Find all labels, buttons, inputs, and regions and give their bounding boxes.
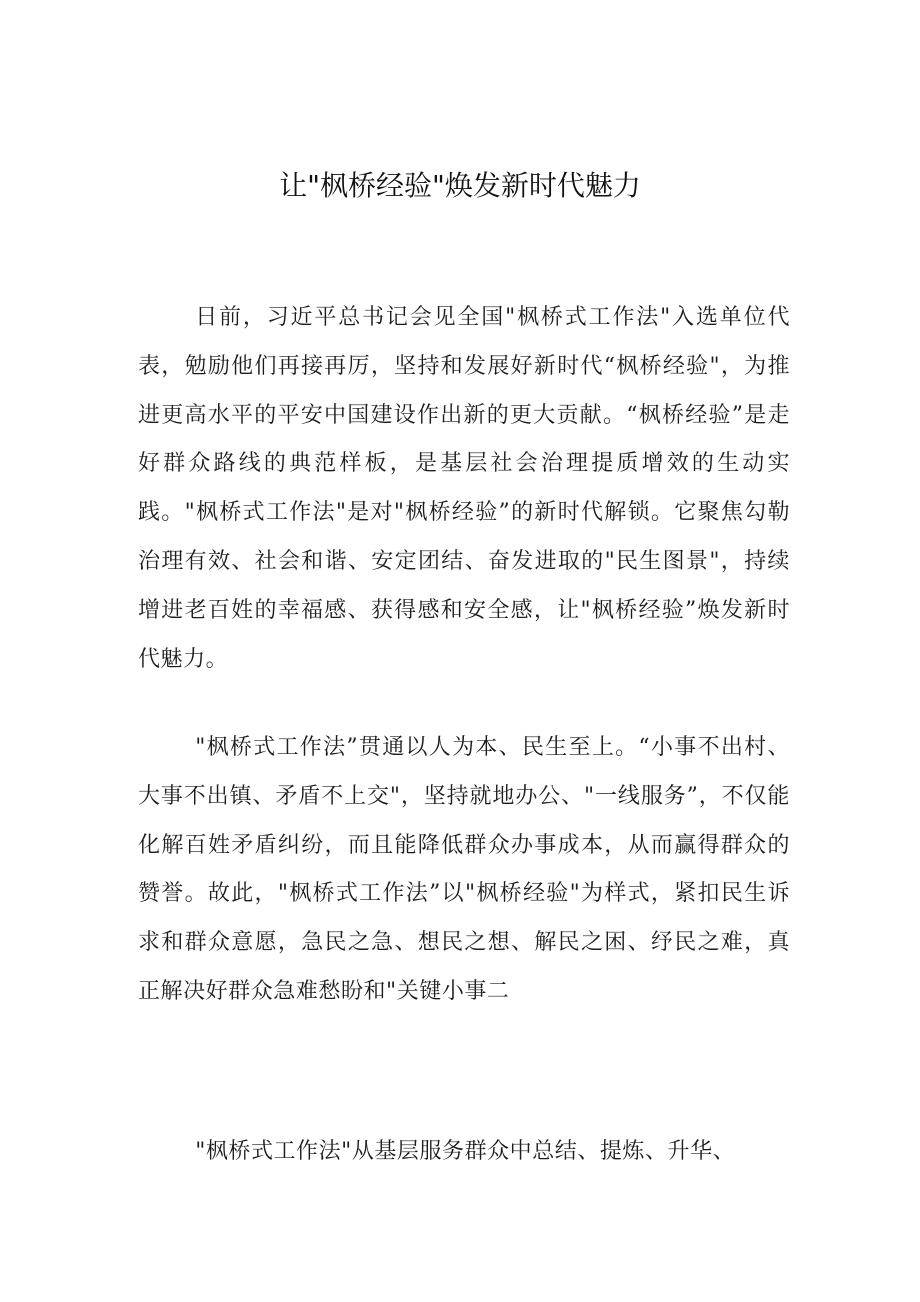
paragraph-3: "枫桥式工作法"从基层服务群众中总结、提炼、升华、 (195, 1139, 736, 1164)
paragraph-1: 日前，习近平总书记会见全国"枫桥式工作法"入选单位代表，勉励他们再接再厉，坚持和发展好新时代“枫桥经验"，为推进更高水平的平安中国建设作出新的更大贡献。“枫桥经验”是走好群众路线的典范样板，是基层社会治理提质增效的生动实践。"枫桥式工作法"是对"枫桥经验”的新时代解锁。它聚焦勾勒治理有效、社会和谐、安定团结、奋发进取的"民生图景"，持续增进老百姓的幸福感、获得感和安全感，让"枫桥经验”焕发新时代魅力。 (138, 305, 790, 672)
document-title: 让"枫桥经验"焕发新时代魅力 (279, 169, 641, 202)
paragraph-2: "枫桥式工作法”贯通以人为本、民生至上。“小事不出村、大事不出镇、矛盾不上交"，坚持就地办公、"一线服务”，不仅能化解百姓矛盾纠纷，而且能降低群众办事成本，从而赢得群众的赞誉。故此，"枫桥式工作法”以"枫桥经验"为样式，紧扣民生诉求和群众意愿，急民之急、想民之想、解民之困、纾民之难，真正解决好群众急难愁盼和"关键小事二 (138, 735, 790, 1004)
